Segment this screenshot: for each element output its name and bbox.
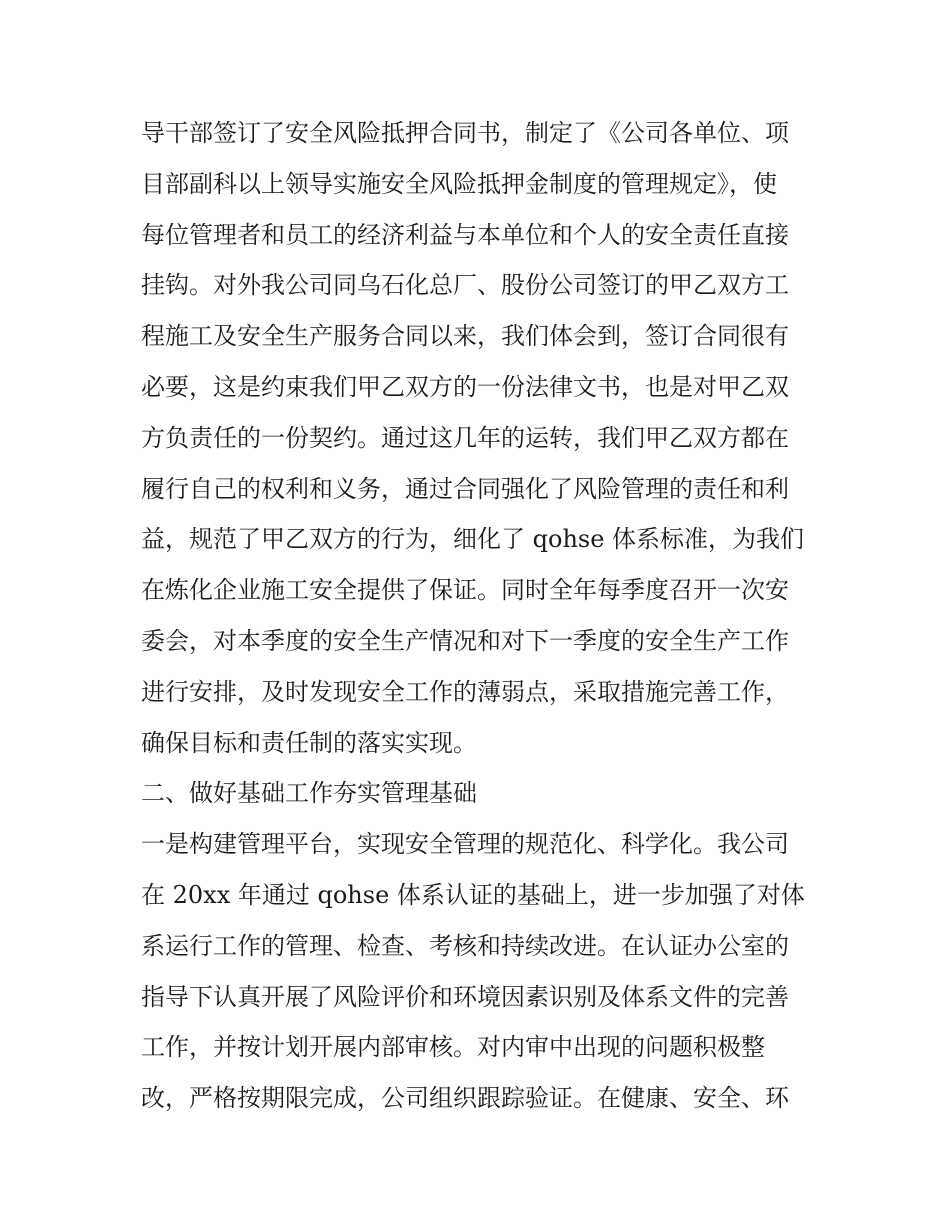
text-line: 挂钩。对外我公司同乌石化总厂、股份公司签订的甲乙双方工 <box>141 271 789 300</box>
text-line: 工作，并按计划开展内部审核。对内审中出现的问题积极整 <box>141 1033 765 1062</box>
section-heading: 二、做好基础工作夯实管理基础 <box>141 779 477 808</box>
text-line: 在 20xx 年通过 qohse 体系认证的基础上，进一步加强了对体 <box>141 880 805 909</box>
text-line: 必要，这是约束我们甲乙双方的一份法律文书，也是对甲乙双 <box>141 372 789 401</box>
text-line: 进行安排，及时发现安全工作的薄弱点，采取措施完善工作， <box>141 677 789 706</box>
text-line: 一是构建管理平台，实现安全管理的规范化、科学化。我公司 <box>141 830 789 859</box>
text-line: 指导下认真开展了风险评价和环境因素识别及体系文件的完善 <box>141 982 789 1011</box>
text-line: 在炼化企业施工安全提供了保证。同时全年每季度召开一次安 <box>141 576 789 605</box>
text-line: 委会，对本季度的安全生产情况和对下一季度的安全生产工作 <box>141 626 789 655</box>
text-line: 履行自己的权利和义务，通过合同强化了风险管理的责任和利 <box>141 474 789 503</box>
text-line: 导干部签订了安全风险抵押合同书，制定了《公司各单位、项 <box>141 119 789 147</box>
text-line: 目部副科以上领导实施安全风险抵押金制度的管理规定》，使 <box>141 169 777 198</box>
body-text <box>141 108 821 1124</box>
text-line: 每位管理者和员工的经济利益与本单位和个人的安全责任直接 <box>141 220 789 249</box>
text-line: 程施工及安全生产服务合同以来，我们体会到，签订合同很有 <box>141 322 789 351</box>
text-line: 改，严格按期限完成，公司组织跟踪验证。在健康、安全、环 <box>141 1084 789 1113</box>
text-line: 方负责任的一份契约。通过这几年的运转，我们甲乙双方都在 <box>141 423 789 452</box>
text-line: 系运行工作的管理、检查、考核和持续改进。在认证办公室的 <box>141 931 789 960</box>
text-line: 益，规范了甲乙双方的行为，细化了 qohse 体系标准，为我们 <box>141 525 805 554</box>
text-line: 确保目标和责任制的落实实现。 <box>141 728 477 757</box>
